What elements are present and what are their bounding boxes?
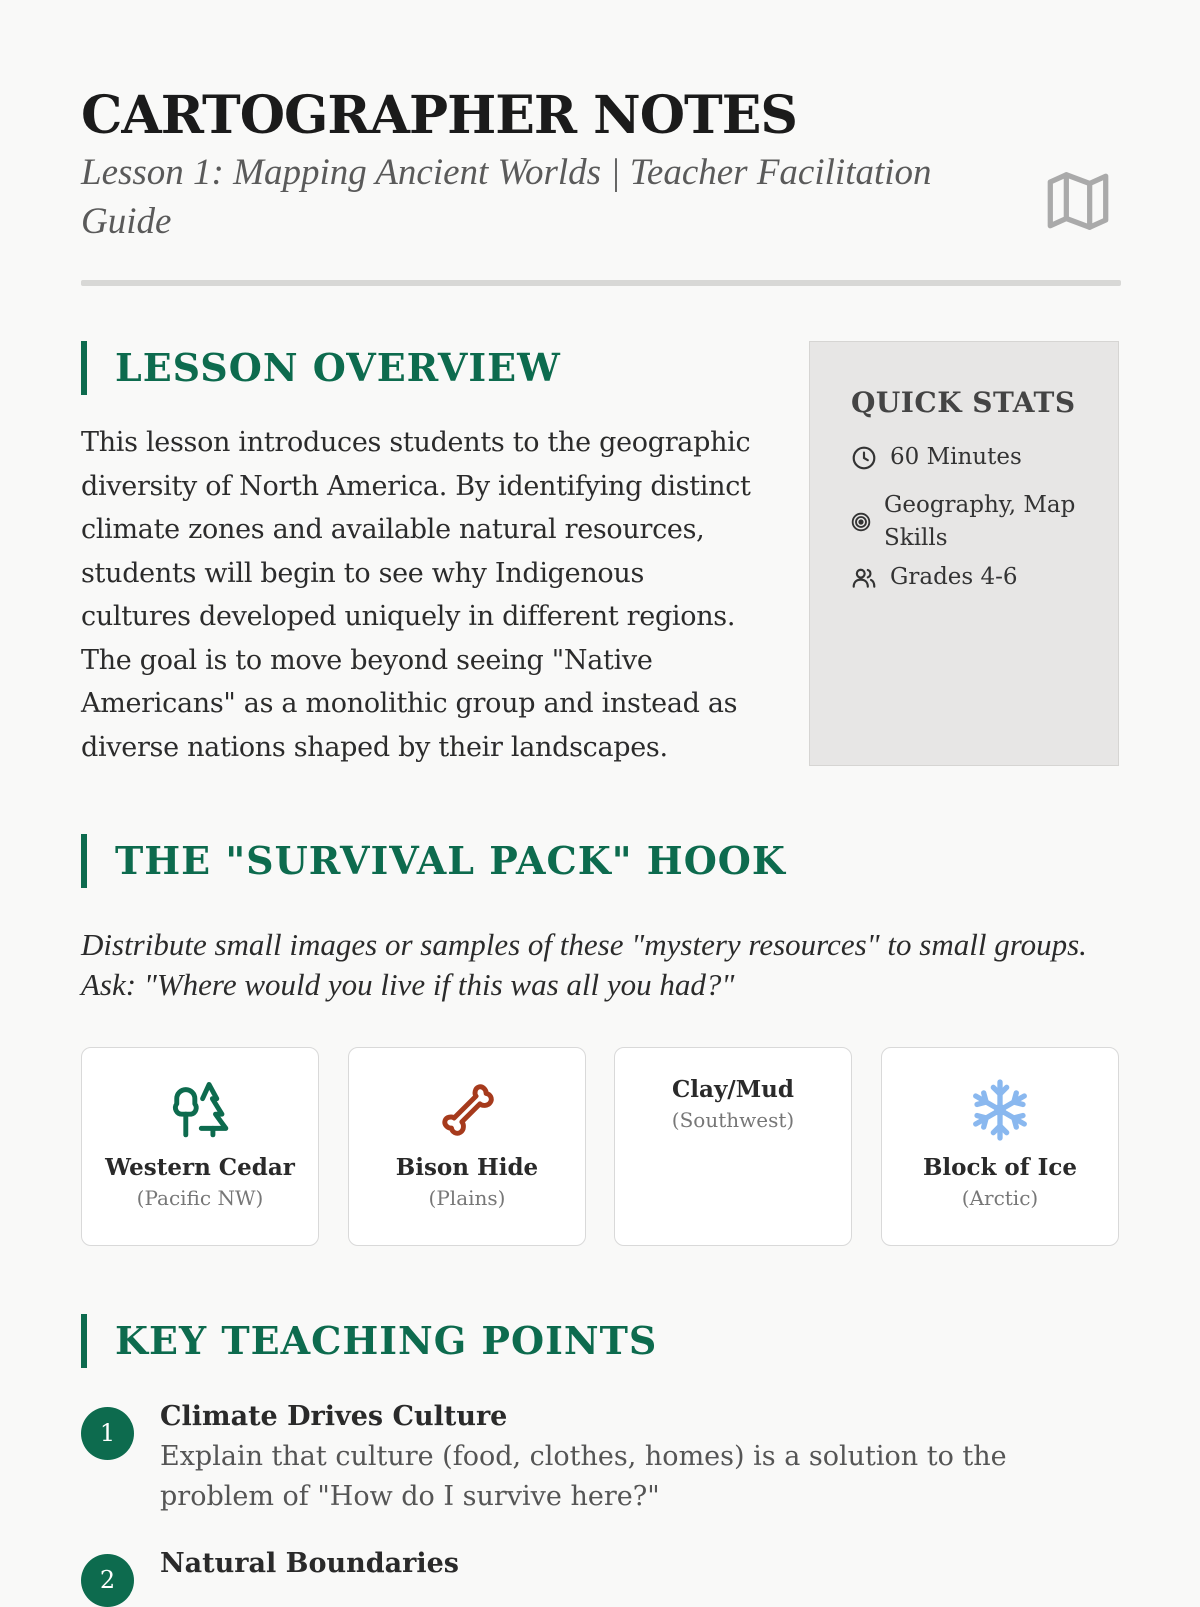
stat-duration [851,441,1022,474]
quick-stats-title: QUICK STATS [851,386,1076,419]
stat-grades [851,561,1018,594]
map-icon [1043,166,1113,236]
stat-duration-label: 60 Minutes [890,444,1022,470]
resource-region: (Southwest) [671,1108,795,1132]
quick-stats-panel [809,341,1119,766]
point-number-badge: 2 [81,1554,134,1607]
resource-name: Bison Hide [395,1154,539,1181]
resource-region: (Pacific NW) [136,1186,264,1210]
stat-subject [851,489,1084,555]
point-title: Natural Boundaries [160,1548,459,1579]
resource-name: Clay/Mud [672,1076,794,1103]
trees-icon [169,1078,231,1140]
bone-icon [436,1078,498,1140]
point-number-badge: 1 [81,1407,134,1460]
header-divider [81,280,1121,286]
resource-region: (Plains) [428,1186,506,1210]
resource-card-bison-hide [348,1047,586,1246]
clock-icon [851,445,877,471]
page-title: CARTOGRAPHER NOTES [81,85,797,146]
hook-instructions: Distribute small images or samples of these "mystery resources" to small groups. Ask: "Where would you live if this was all you had?" [81,927,1087,1002]
overview-heading: LESSON OVERVIEW [81,341,561,395]
resource-card-western-cedar [81,1047,319,1246]
hook-heading: THE "SURVIVAL PACK" HOOK [81,834,786,888]
target-icon [851,512,871,532]
stat-subject-label: Geography, Map Skills [884,492,1076,551]
resource-card-clay-mud [614,1047,852,1246]
resource-card-block-of-ice [881,1047,1119,1246]
resource-region: (Arctic) [961,1186,1039,1210]
stat-grades-label: Grades 4-6 [890,564,1018,590]
overview-text: This lesson introduces students to the geographic diversity of North America. By identifying distinct climate zones and available natural resources, students will begin to see why Indigenous cultures developed uniquely in different regions. The goal is to move beyond seeing "Native Americans" as a monolithic group and instead as diverse nations shaped by their landscapes. [81,427,751,763]
teaching-points-heading: KEY TEACHING POINTS [81,1314,657,1368]
snowflake-icon [968,1078,1032,1142]
point-title: Climate Drives Culture [160,1401,508,1432]
users-icon [851,565,877,591]
resource-name: Block of Ice [922,1154,1078,1181]
page-subtitle: Lesson 1: Mapping Ancient Worlds | Teacher Facilitation Guide [81,152,932,242]
resource-name: Western Cedar [105,1154,295,1181]
point-description: Explain that culture (food, clothes, homes) is a solution to the problem of "How do I survive here?" [160,1441,1007,1512]
